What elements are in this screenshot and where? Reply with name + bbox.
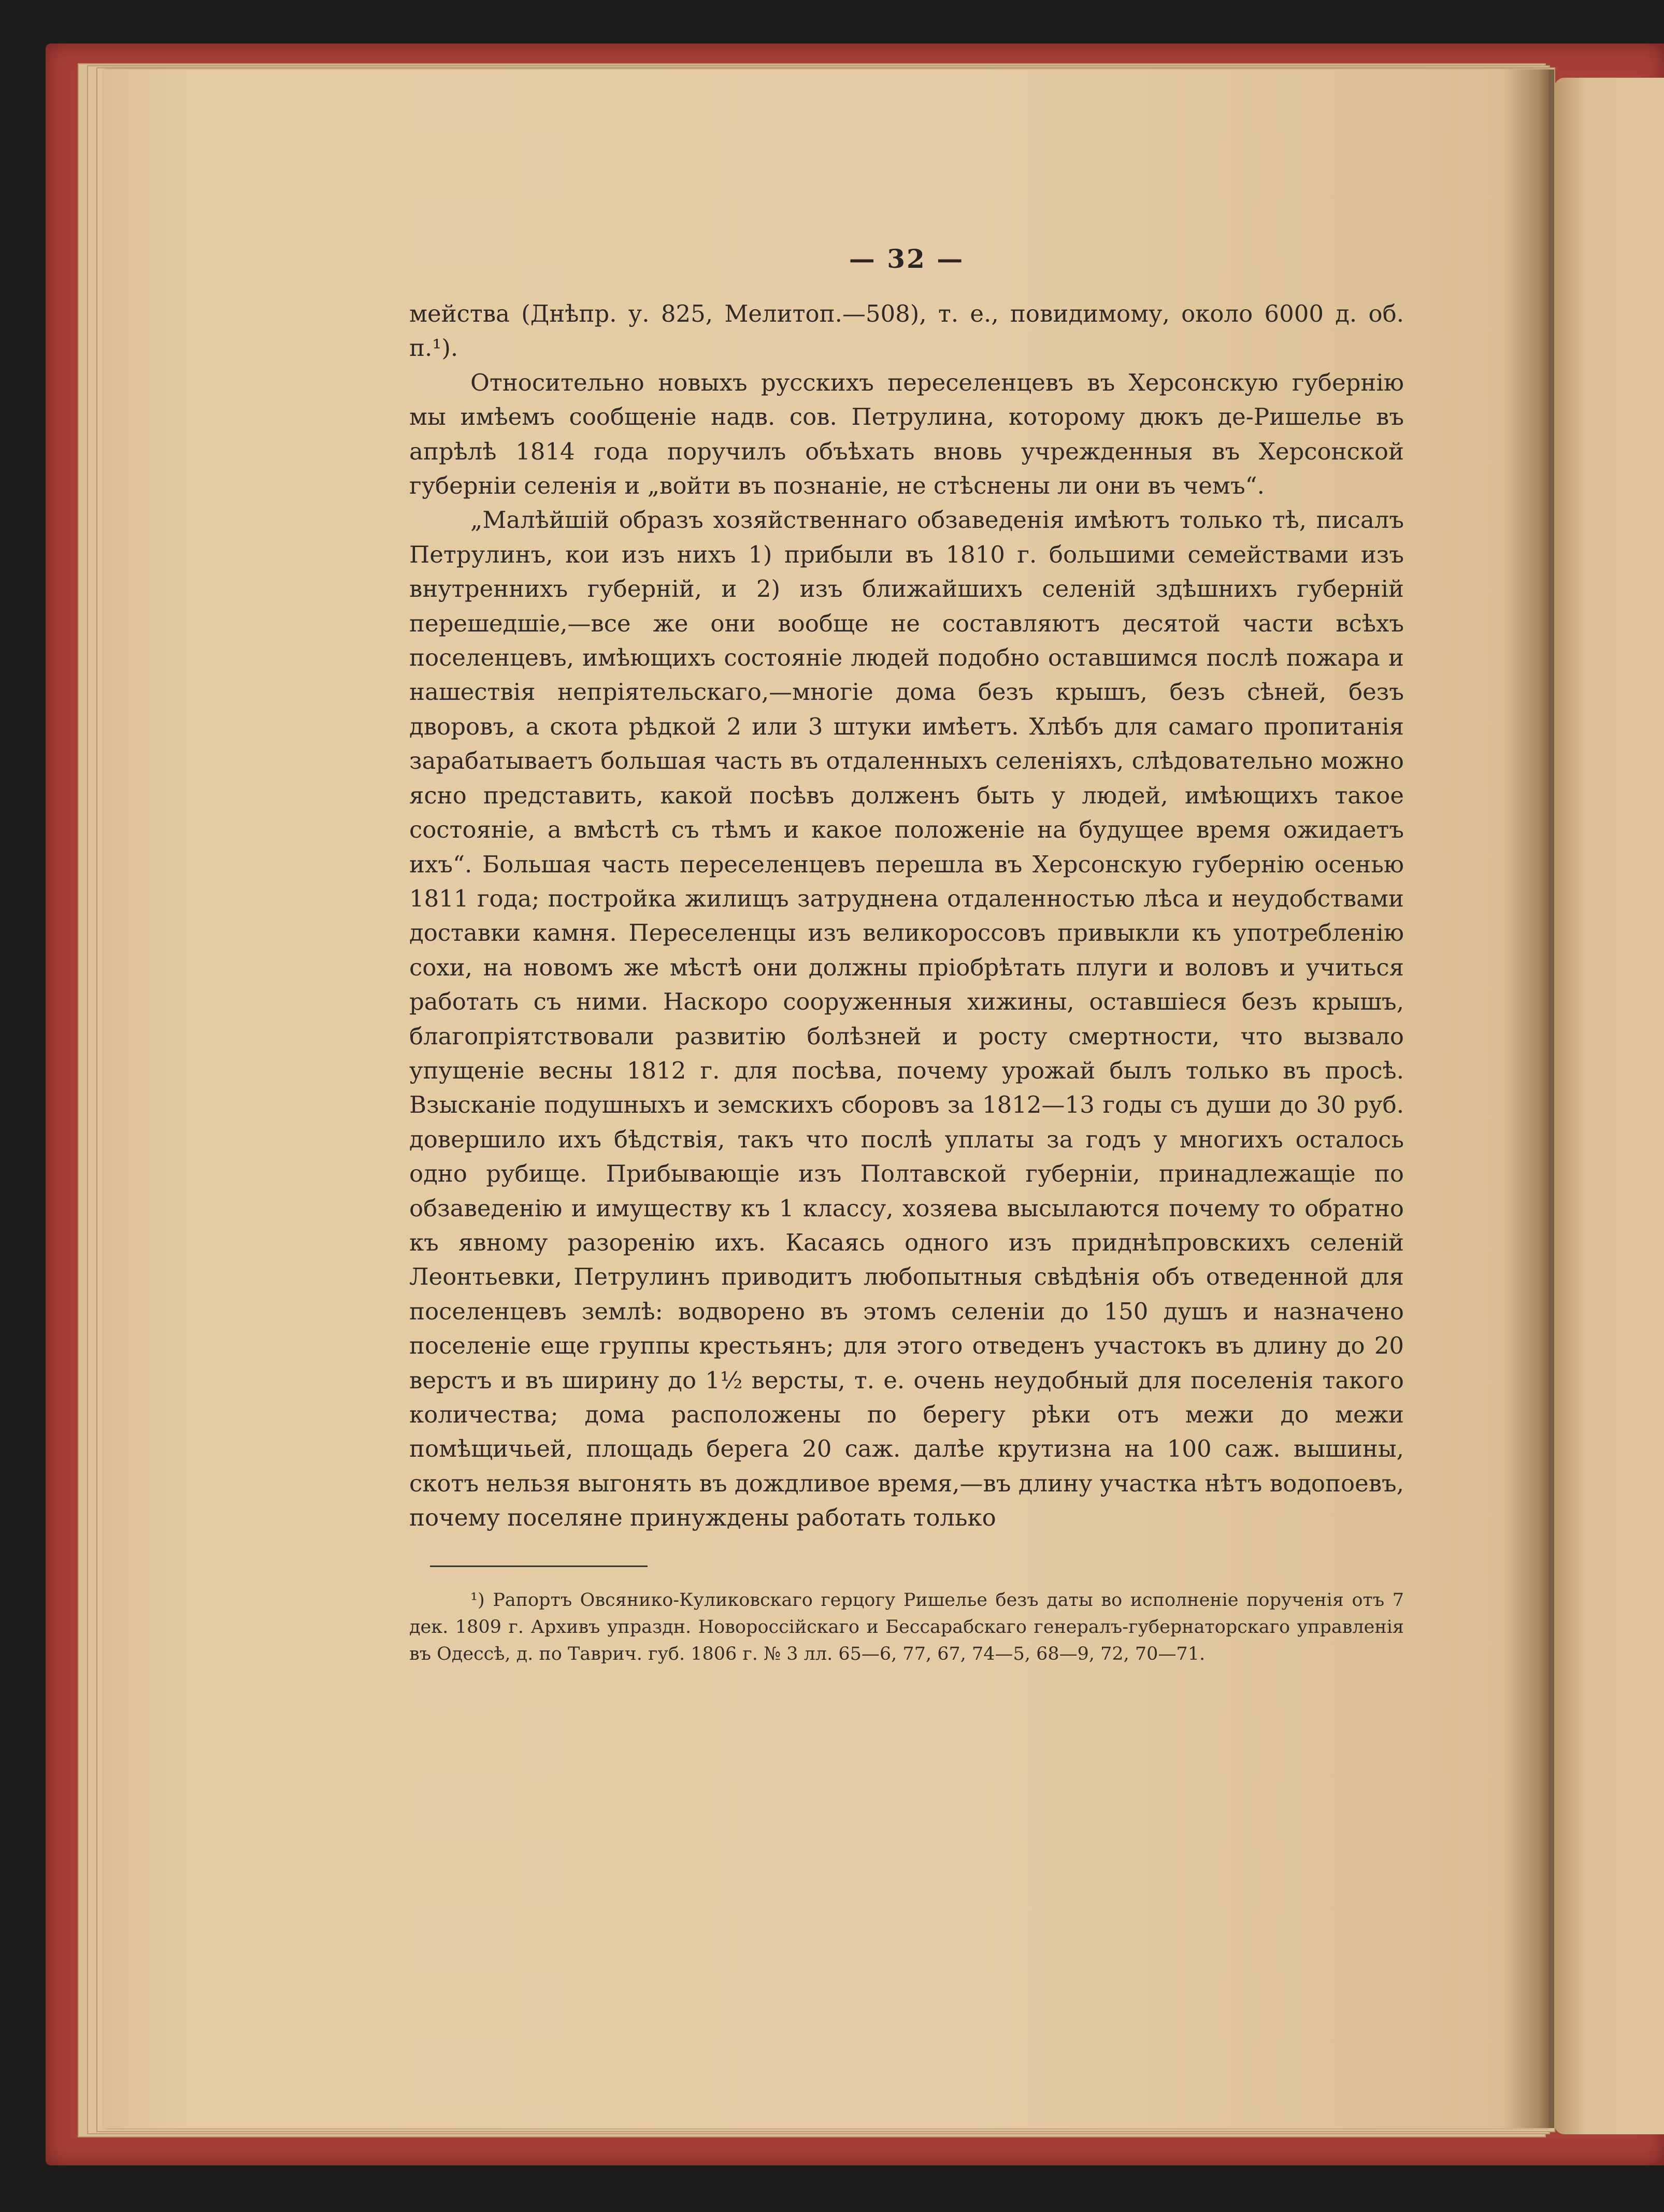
footnote-text: ¹) Рапортъ Овсянико-Куликовскаго герцогу Ришелье безъ даты во исполненіе порученія отъ 7 дек. 1809 г. Архивъ упраздн. Новороссійскаго и Бессарабскаго генералъ-губернаторскаго управленія въ Одессѣ, д. по Таврич. губ. 1806 г. № 3 лл. 65—6, 77, 67, 74—5, 68—9, 72, 70—71.	[409, 1589, 1404, 1664]
body-text	[409, 297, 1404, 1535]
paragraph-1: мейства (Днѣпр. у. 825, Мелитоп.—508), т. е., повидимому, около 6000 д. об. п.¹).	[409, 300, 1404, 362]
page-gutter-shadow	[1502, 69, 1554, 2128]
page-number: — 32 —	[849, 243, 965, 274]
footnote	[409, 1587, 1404, 1668]
paragraph-2: Относительно новыхъ русскихъ переселенцевъ въ Херсонскую губернію мы имѣемъ сообщеніе надв. сов. Петрулина, которому дюкъ де-Ришелье въ апрѣлѣ 1814 года поручилъ объѣхать вновь учрежденныя въ Херсонской губерніи селенія и „войти въ познаніе, не стѣснены ли они въ чемъ“.	[409, 368, 1404, 500]
footnote-divider	[430, 1565, 648, 1567]
paragraph-3: „Малѣйшій образъ хозяйственнаго обзаведенія имѣютъ только тѣ, писалъ Петрулинъ, кои изъ нихъ 1) прибыли въ 1810 г. большими семействами изъ внутреннихъ губерній, и 2) изъ ближайшихъ селеній здѣшнихъ губерній перешедшіе,—все же они вообще не составляютъ десятой части всѣхъ поселенцевъ, имѣющихъ состояніе людей подобно оставшимся послѣ пожара и нашествія непріятельскаго,—многіе дома безъ крышъ, безъ сѣней, безъ дворовъ, а скота рѣдкой 2 или 3 штуки имѣетъ. Хлѣбъ для самаго пропитанія зарабатываетъ большая часть въ отдаленныхъ селеніяхъ, слѣдовательно можно ясно представить, какой посѣвъ долженъ быть у людей, имѣющихъ такое состояніе, а вмѣстѣ съ тѣмъ и какое положеніе на будущее время ожидаетъ ихъ“. Большая часть переселенцевъ перешла въ Херсонскую губернію осенью 1811 года; постройка жилищъ затруднена отдаленностью лѣса и неудобствами доставки камня. Переселенцы изъ великороссовъ привыкли къ употребленію сохи, на новомъ же мѣстѣ они должны пріобрѣтать плуги и воловъ и учиться работать съ ними. Наскоро сооруженныя хижины, оставшіеся безъ крышъ, благопріятствовали развитію болѣзней и росту смертности, что вызвало упущеніе весны 1812 г. для посѣва, почему урожай былъ только въ просѣ. Взысканіе подушныхъ и земскихъ сборовъ за 1812—13 годы съ души до 30 руб. довершило ихъ бѣдствія, такъ что послѣ уплаты за годъ у многихъ осталось одно рубище. Прибывающіе изъ Полтавской губерніи, принадлежащіе по обзаведенію и имуществу къ 1 классу, хозяева высылаются почему то обратно къ явному разоренію ихъ. Касаясь одного изъ приднѣпровскихъ селеній Леонтьевки, Петрулинъ приводитъ любопытныя свѣдѣнія объ отведенной для поселенцевъ землѣ: водворено въ этомъ селеніи до 150 душъ и назначено поселеніе еще группы крестьянъ; для этого отведенъ участокъ въ длину до 20 верстъ и въ ширину до 1½ версты, т. е. очень неудобный для поселенія такого количества; дома расположены по берегу рѣки отъ межи до межи помѣщичьей, площадь берега 20 саж. далѣе крутизна на 100 саж. вышины, скотъ нельзя выгонять въ дождливое время,—въ длину участка нѣтъ водопоевъ, почему поселяне принуждены работать только	[409, 506, 1404, 1532]
page-text-block	[409, 243, 1404, 1668]
facing-page	[1554, 78, 1664, 2134]
